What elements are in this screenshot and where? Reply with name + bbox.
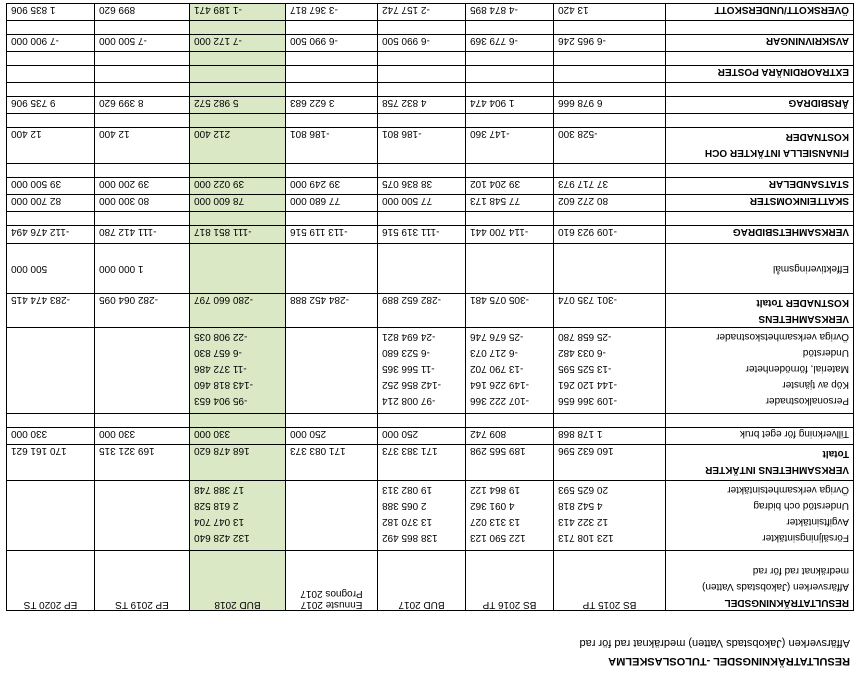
value-cell: 3 622 683: [286, 97, 378, 114]
value-cell: 1 835 906: [7, 4, 95, 21]
value-cell: -283 474 415: [7, 294, 95, 328]
income-col: 122 590 123 13 313 027 4 091 362 19 864 122: [466, 481, 554, 551]
value-cell: 168 478 620: [190, 445, 286, 481]
income-total-label: VERKSAMHETENS INTÄKTER Totalt: [666, 445, 854, 481]
income-col: [286, 481, 378, 551]
tax-row: [7, 195, 854, 212]
value-cell: [190, 244, 286, 294]
efficiency-row: [7, 244, 854, 294]
value-cell: 78 600 000: [190, 195, 286, 212]
page-subtitle: Affärsverken (Jakobstads Vatten) medräknat rad för rad: [579, 637, 850, 649]
value-cell: 1 904 474: [466, 97, 554, 114]
value-cell: -186 801: [378, 128, 466, 164]
value-cell: -282 064 095: [95, 294, 190, 328]
value-cell: -6 990 500: [378, 35, 466, 52]
value-cell: 39 500 000: [7, 178, 95, 195]
value-cell: -282 652 889: [378, 294, 466, 328]
value-cell: 170 161 621: [7, 445, 95, 481]
value-cell: -6 779 369: [466, 35, 554, 52]
own-use-row: [7, 428, 854, 445]
page-title: RESULTATRÄKNINGSDEL -TULOSLASKELMA: [608, 655, 850, 667]
value-cell: 250 000: [286, 428, 378, 445]
value-cell: -3 367 817: [286, 4, 378, 21]
row-label: Effektiveringsmål: [666, 244, 854, 294]
value-cell: 80 300 000: [95, 195, 190, 212]
income-col: 138 865 492 13 370 182 2 065 388 19 082 313: [378, 481, 466, 551]
value-cell: -305 075 481: [466, 294, 554, 328]
value-cell: -1 189 471: [190, 4, 286, 21]
income-col: [95, 481, 190, 551]
cost-total-row: [7, 294, 854, 328]
extraordinary-row: [7, 66, 854, 83]
spacer-row: [7, 114, 854, 128]
value-cell: -280 660 797: [190, 294, 286, 328]
value-cell: -2 157 742: [378, 4, 466, 21]
value-cell: -284 452 888: [286, 294, 378, 328]
value-cell: 12 400: [7, 128, 95, 164]
value-cell: 4 832 758: [378, 97, 466, 114]
surplus-row: [7, 4, 854, 21]
value-cell: -7 500 000: [95, 35, 190, 52]
value-cell: 38 836 075: [378, 178, 466, 195]
value-cell: 80 272 602: [554, 195, 666, 212]
income-item-labels: Försäljningsintäkter Avgiftsintäkter Understöd och bidrag Övriga verksamhetsintäkter: [666, 481, 854, 551]
cost-total-label: VERKSAMHETENS KOSTNADER Totalt: [666, 294, 854, 328]
value-cell: 82 700 000: [7, 195, 95, 212]
value-cell: 171 083 373: [286, 445, 378, 481]
state-row: [7, 178, 854, 195]
value-cell: 77 680 000: [286, 195, 378, 212]
col-header: BUD 2017: [378, 551, 466, 611]
income-col: 123 108 713 12 322 413 4 542 818 20 625 593: [554, 481, 666, 551]
value-cell: 171 383 373: [378, 445, 466, 481]
value-cell: 212 400: [190, 128, 286, 164]
col-header: EP 2020 TS: [7, 551, 95, 611]
row-label: AVSKRIVNINGAR: [666, 35, 854, 52]
value-cell: [286, 244, 378, 294]
spacer-row: [7, 52, 854, 66]
row-label: EXTRAORDINÄRA POSTER: [666, 66, 854, 83]
row-label: ÖVERSKOTT/UNDERSKOTT: [666, 4, 854, 21]
value-cell: -4 874 895: [466, 4, 554, 21]
value-cell: 77 548 173: [466, 195, 554, 212]
value-cell: 37 717 973: [554, 178, 666, 195]
value-cell: 12 400: [95, 128, 190, 164]
value-cell: 39 249 000: [286, 178, 378, 195]
depreciation-row: [7, 35, 854, 52]
value-cell: 1 000 000: [95, 244, 190, 294]
value-cell: 39 204 102: [466, 178, 554, 195]
value-cell: -6 965 246: [554, 35, 666, 52]
value-cell: 77 500 000: [378, 195, 466, 212]
value-cell: 5 982 572: [190, 97, 286, 114]
value-cell: -301 735 074: [554, 294, 666, 328]
value-cell: 500 000: [7, 244, 95, 294]
value-cell: [466, 244, 554, 294]
value-cell: 169 321 315: [95, 445, 190, 481]
income-total-row: [7, 445, 854, 481]
cost-col: -109 366 656 -144 120 261 -13 525 595 -6 033 482 -25 658 780: [554, 328, 666, 414]
header-label: RESULTATRÄKNINGSDEL Affärsverken (Jakobstads Vatten) medräknat rad för rad: [666, 551, 854, 611]
spacer-row: [7, 414, 854, 428]
value-cell: -111 412 780: [95, 226, 190, 244]
value-cell: 330 000: [95, 428, 190, 445]
spacer-row: [7, 212, 854, 226]
cost-col: -97 008 214 -142 856 252 -11 566 365 -6 523 680 -24 694 821: [378, 328, 466, 414]
value-cell: -109 923 610: [554, 226, 666, 244]
cost-col: [95, 328, 190, 414]
value-cell: -186 801: [286, 128, 378, 164]
col-header: BS 2015 TP: [554, 551, 666, 611]
value-cell: 39 200 000: [95, 178, 190, 195]
value-cell: -7 900 000: [7, 35, 95, 52]
value-cell: -528 300: [554, 128, 666, 164]
row-label: ÅRSBIDRAG: [666, 97, 854, 114]
value-cell: 250 000: [378, 428, 466, 445]
col-header: Ennuste 2017 Prognos 2017: [286, 551, 378, 611]
value-cell: -114 700 441: [466, 226, 554, 244]
row-label: Tillverkning för eget bruk: [666, 428, 854, 445]
cost-col-highlight: -95 904 653 -143 818 460 -11 372 486 -6 657 830 -22 908 035: [190, 328, 286, 414]
cost-col: [286, 328, 378, 414]
header-row: [7, 551, 854, 611]
value-cell: 330 000: [190, 428, 286, 445]
cost-items-row: [7, 328, 854, 414]
financial-label: FINANSIELLA INTÄKTER OCH KOSTNADER: [666, 128, 854, 164]
col-header: BS 2016 TP: [466, 551, 554, 611]
financial-row: [7, 128, 854, 164]
spacer-row: [7, 21, 854, 35]
value-cell: -7 172 000: [190, 35, 286, 52]
value-cell: -6 990 500: [286, 35, 378, 52]
col-header: EP 2019 TS: [95, 551, 190, 611]
cost-col: -107 222 366 -149 226 164 -13 790 702 -6 217 073 -25 676 746: [466, 328, 554, 414]
value-cell: 160 632 596: [554, 445, 666, 481]
value-cell: [554, 244, 666, 294]
value-cell: 6 978 666: [554, 97, 666, 114]
value-cell: 8 399 620: [95, 97, 190, 114]
value-cell: -111 851 817: [190, 226, 286, 244]
value-cell: 9 735 906: [7, 97, 95, 114]
spacer-row: [7, 83, 854, 97]
value-cell: 809 742: [466, 428, 554, 445]
value-cell: -112 476 494: [7, 226, 95, 244]
result-table: [6, 3, 854, 611]
spacer-row: [7, 164, 854, 178]
income-col-highlight: 132 428 640 13 047 704 2 618 528 17 388 748: [190, 481, 286, 551]
row-label: STATSANDELAR: [666, 178, 854, 195]
income-items-row: [7, 481, 854, 551]
value-cell: 39 022 000: [190, 178, 286, 195]
value-cell: 13 420: [554, 4, 666, 21]
value-cell: -147 360: [466, 128, 554, 164]
contribution-row: [7, 226, 854, 244]
col-header-highlight: BUD 2018: [190, 551, 286, 611]
income-col: [7, 481, 95, 551]
value-cell: 1 178 868: [554, 428, 666, 445]
value-cell: 189 565 298: [466, 445, 554, 481]
row-label: VERKSAMHETSBIDRAG: [666, 226, 854, 244]
row-label: SKATTEINKOMSTER: [666, 195, 854, 212]
value-cell: 330 000: [7, 428, 95, 445]
value-cell: 899 620: [95, 4, 190, 21]
cost-col: [7, 328, 95, 414]
annual-row: [7, 97, 854, 114]
value-cell: -113 119 516: [286, 226, 378, 244]
value-cell: [378, 244, 466, 294]
cost-item-labels: Personalkostnader Köp av tjänster Material, förnödenheter Understöd Övriga verksamhetskostnader: [666, 328, 854, 414]
value-cell: -111 319 516: [378, 226, 466, 244]
